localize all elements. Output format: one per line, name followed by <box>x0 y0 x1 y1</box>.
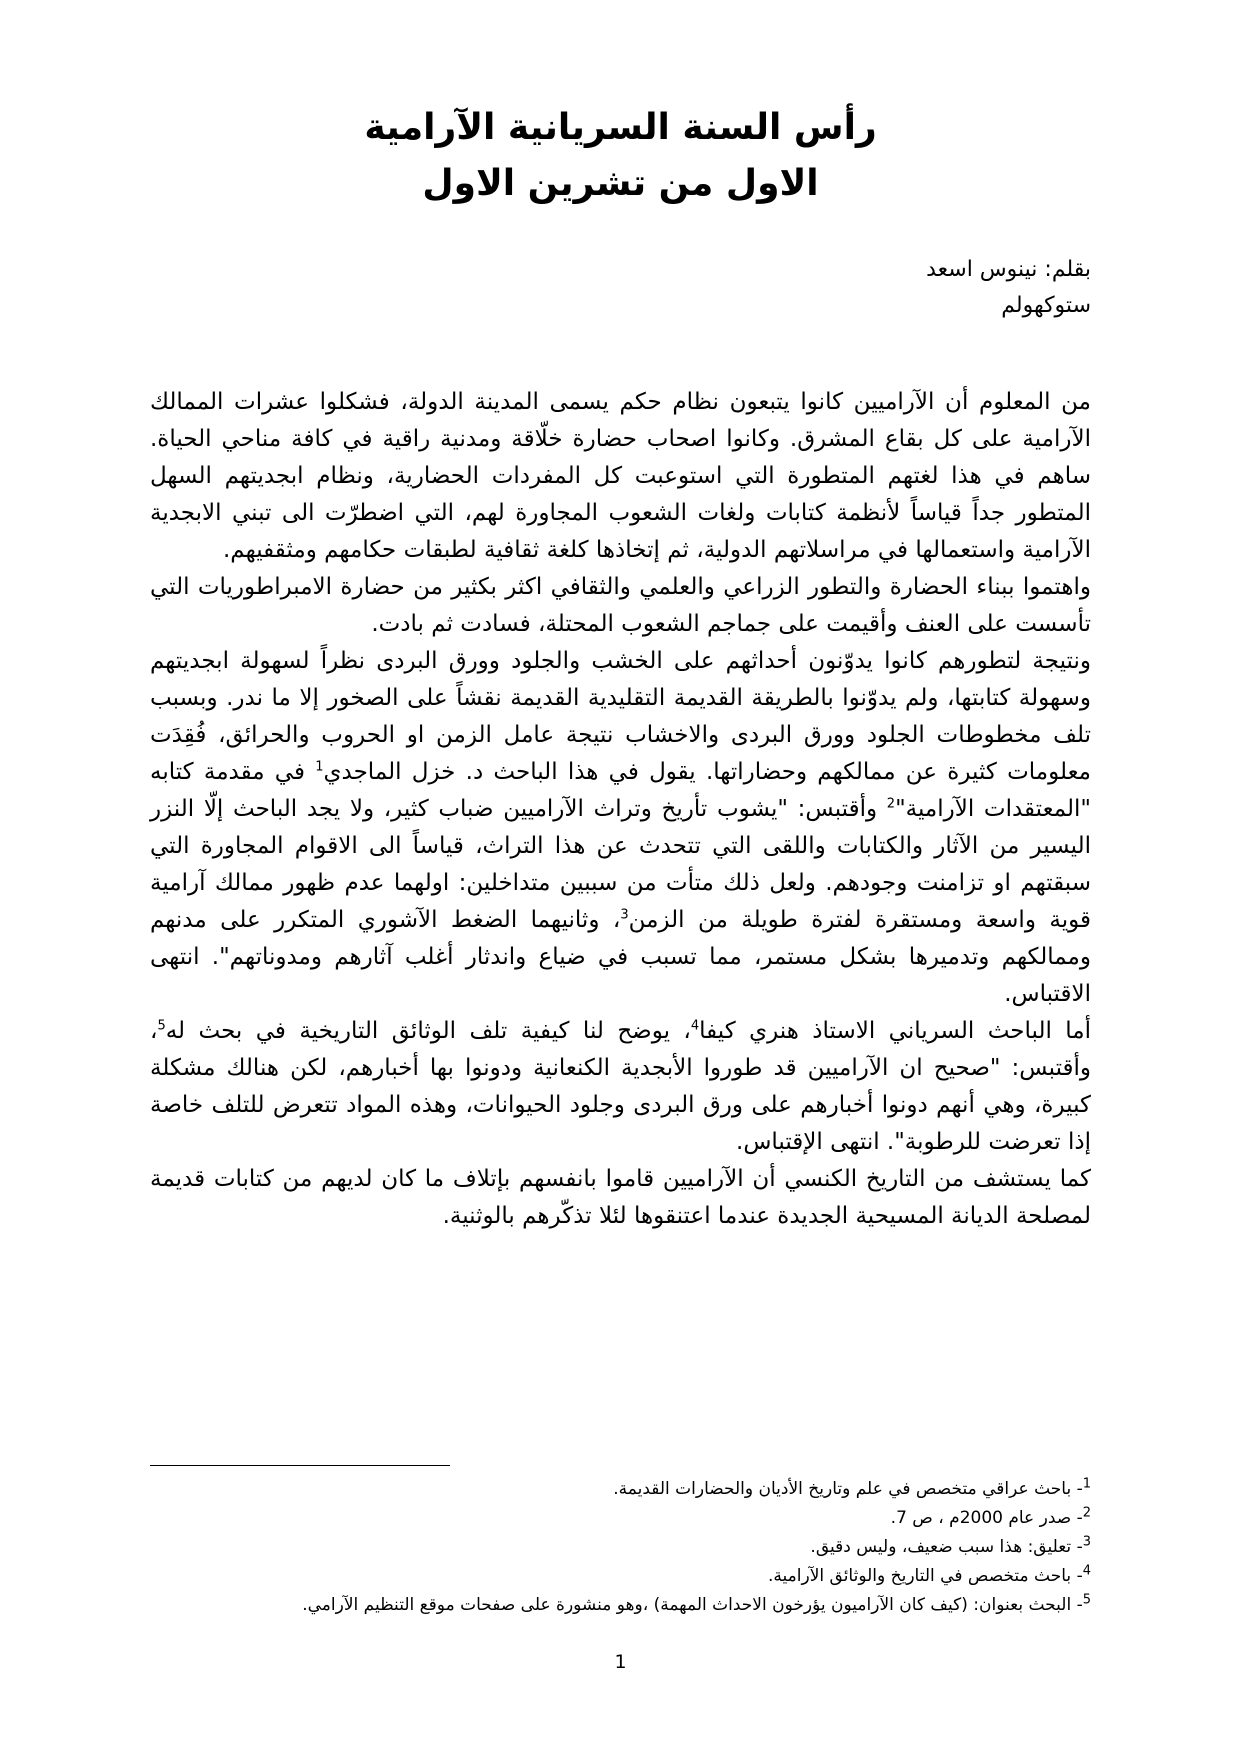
paragraph-3-text-a: ونتيجة لتطورهم كانوا يدوّنون أحداثهم على الخشب والجلود وورق البردى نظراً لسهولة ابجديتهم وسهولة كتابتها، ولم يدوّنوا بالطريقة القديمة التقليدية القديمة نقشاً على الصخور إلا ما ندر. وبسبب تلف مخطوطات الجلود وورق البردى والاخشاب نتيجة عامل الزمن او الحروب والحرائق، فُقِدَت معلومات كثيرة عن ممالكهم وحضاراتها. يقول في هذا الباحث د. خزل الماجدي <box>150 648 1091 785</box>
footnote-ref-5: 5 <box>157 1018 166 1034</box>
paragraph-4-text-c: ، وأقتبس: "صحيح ان الآراميين قد طوروا الأبجدية الكنعانية ودونوا بها أخبارهم، لكن هنالك مشكلة كبيرة، وهي أنهم دونوا أخبارهم على ورق البردى وجلود الحيوانات، وهذه المواد تتعرض للتلف خاصة إذا تعرضت للرطوبة". انتهى الإقتباس. <box>150 1018 1091 1155</box>
footnote-ref-1: 1 <box>315 759 324 775</box>
footnote-number: 1 <box>1082 1476 1091 1492</box>
author-line: بقلم: نينوس اسعد <box>926 257 1091 282</box>
footnote-ref-4: 4 <box>690 1018 700 1034</box>
footnote-text: - البحث بعنوان: (كيف كان الآراميون يؤرخون الاحداث المهمة) ،وهو منشورة على صفحات موقع التنظيم الآرامي. <box>302 1595 1083 1615</box>
page-title: رأس السنة السريانية الآرامية <box>364 107 877 148</box>
footnote-text: - صدر عام 2000م ، ص 7. <box>890 1508 1083 1528</box>
footnote-ref-2: 2 <box>886 796 896 812</box>
paragraph-4-text-b: ، يوضح لنا كيفية تلف الوثائق التاريخية في بحث له <box>165 1018 691 1044</box>
paragraph-3-text-d: ، وثانيهما الضغط الآشوري المتكرر على مدنهم وممالكهم وتدميرها بشكل مستمر، مما تسبب في ضياع واندثار أغلب آثارهم ومدوناتهم". انتهى الاقتباس. <box>150 907 1091 1007</box>
footnote-text: - تعليق: هذا سبب ضعيف، وليس دقيق. <box>810 1537 1083 1557</box>
paragraph-3-text-c: وأقتبس: "يشوب تأريخ وتراث الآراميين ضباب كثير، ولا يجد الباحث إلّا النزر اليسير من الآثار والكتابات واللقى التي تتحدث عن هذا التراث، قياساً الى الاقوام المجاورة التي سبقتهم او تزامنت وجودهم. ولعل ذلك متأت من سببين متداخلين: اولهما عدم ظهور ممالك آرامية قوية واسعة ومستقرة لفترة طويلة من الزمن <box>150 796 1091 933</box>
footnote-item <box>150 1533 1091 1562</box>
paragraph-4-text-a: أما الباحث السرياني الاستاذ هنري كيفا <box>699 1018 1091 1044</box>
footnote-item <box>150 1475 1091 1504</box>
paragraph-4 <box>150 1013 1091 1161</box>
byline <box>591 252 1091 324</box>
footnote-separator <box>150 1465 450 1466</box>
footnote-item <box>150 1504 1091 1533</box>
footnote-item <box>150 1562 1091 1591</box>
article-body <box>150 384 1091 1235</box>
footnote-item <box>150 1591 1091 1620</box>
paragraph-3-text-b: في مقدمة كتابه "المعتقدات الآرامية" <box>150 759 1091 822</box>
footnote-ref-3: 3 <box>620 907 629 923</box>
paragraph-5: كما يستشف من التاريخ الكنسي أن الآراميين قاموا بانفسهم بإتلاف ما كان لديهم من كتابات قديمة لمصلحة الديانة المسيحية الجديدة عندما اعتنقوها لئلا تذكّرهم بالوثنية. <box>150 1166 1091 1229</box>
paragraph-2: واهتموا ببناء الحضارة والتطور الزراعي والعلمي والثقافي اكثر بكثير من حضارة الامبراطوريات التي تأسست على العنف وأقيمت على جماجم الشعوب المحتلة، فسادت ثم بادت. <box>150 574 1091 637</box>
footnote-number: 5 <box>1082 1592 1091 1608</box>
footnote-number: 3 <box>1082 1534 1091 1550</box>
location-line: ستوكهولم <box>1001 293 1091 318</box>
paragraph-3 <box>150 643 1091 1013</box>
footnote-number: 4 <box>1082 1563 1091 1579</box>
footnote-number: 2 <box>1082 1505 1091 1521</box>
title-block <box>0 100 1241 212</box>
page-subtitle: الاول من تشرين الاول <box>422 163 819 204</box>
page-number: 1 <box>614 1651 627 1673</box>
footnote-text: - باحث عراقي متخصص في علم وتاريخ الأديان والحضارات القديمة. <box>613 1479 1083 1499</box>
paragraph-1: من المعلوم أن الآراميين كانوا يتبعون نظام حكم يسمى المدينة الدولة، فشكلوا عشرات الممالك الآرامية على كل بقاع المشرق. وكانوا اصحاب حضارة خلّاقة ومدنية راقية في كافة مناحي الحياة. ساهم في هذا لغتهم المتطورة التي استوعبت كل المفردات الحضارية، ونظام ابجديتهم السهل المتطور جداً قياساً لأنظمة كتابات ولغات الشعوب المجاورة لهم، التي اضطرّت الى تبني الابجدية الآرامية واستعمالها في مراسلاتهم الدولية، ثم إتخاذها كلغة ثقافية لطبقات حكامهم ومثقفيهم. <box>150 389 1091 563</box>
footnotes <box>150 1475 1091 1620</box>
footnote-text: - باحث متخصص في التاريخ والوثائق الآرامية. <box>768 1566 1083 1586</box>
